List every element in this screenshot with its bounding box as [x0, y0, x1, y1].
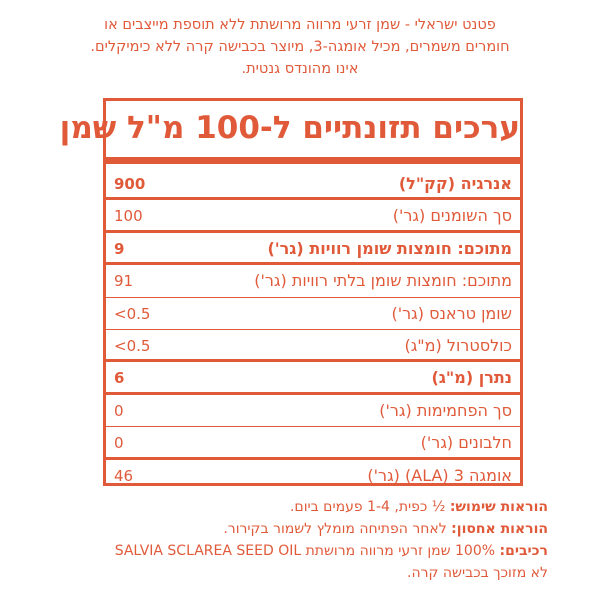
nutrient-value: 46 [114, 466, 134, 485]
table-row [106, 427, 520, 459]
nutrient-value: <0.5 [114, 336, 151, 355]
table-row [106, 395, 520, 427]
ingredients-line-2: לא מזוכך בכבישה קרה. [407, 565, 548, 581]
table-row [106, 168, 520, 200]
ingredients-text: 100% שמן זרעי מרווה מרושתת SALVIA SCLAREA SEED OIL [114, 543, 496, 559]
description-line-3: אינו מהונדס גנטית. [241, 61, 359, 77]
nutrition-table-title: ערכים תזונתיים ל-100 מ"ל שמן [59, 110, 520, 146]
ingredients-label: רכיבים: [499, 543, 548, 559]
table-row [106, 460, 520, 492]
nutrient-value: 0 [114, 434, 124, 453]
nutrition-facts-table [59, 98, 523, 486]
nutrient-value: 91 [114, 272, 134, 291]
table-row [106, 330, 520, 362]
nutrient-value: 0 [114, 401, 124, 420]
nutrient-name: אומגה 3 (ALA) (גר') [367, 465, 512, 485]
nutrient-name: נתרן (מ"ג) [431, 368, 512, 388]
storage-text: לאחר הפתיחה מומלץ לשמור בקירור. [223, 521, 447, 537]
title-divider [106, 157, 520, 164]
nutrition-rows [106, 168, 520, 492]
nutrient-name: שומן טראנס (גר') [391, 303, 512, 323]
table-row [106, 362, 520, 394]
nutrient-name: סך השומנים (גר') [392, 206, 512, 226]
product-description [50, 14, 550, 80]
description-line-1: פטנט ישראלי - שמן זרעי מרווה מרושתת ללא תוספת מייצבים או [104, 17, 496, 33]
nutrient-name: חלבונים (גר') [420, 433, 512, 453]
description-line-2: חומרים משמרים, מכיל אומגה-3, מיוצר בכבישה קרה ללא כימיקלים. [90, 39, 510, 55]
ingredients-line [60, 540, 548, 562]
nutrient-value: 9 [114, 239, 125, 258]
nutrient-name: מתוכם: חומצות שומן רוויות (גר') [267, 238, 512, 258]
nutrient-value: <0.5 [114, 304, 151, 323]
nutrient-value: 100 [114, 207, 143, 226]
usage-text: ½ כפית, 1-4 פעמים ביום. [289, 499, 446, 515]
storage-label: הוראות אחסון: [451, 521, 548, 537]
table-row [106, 265, 520, 297]
storage-line [60, 518, 548, 540]
nutrient-value: 900 [114, 175, 146, 193]
table-row [106, 298, 520, 330]
nutrient-name: סך הפחמימות (גר') [379, 400, 512, 420]
table-row [106, 233, 520, 265]
usage-line [60, 496, 548, 518]
table-row [106, 200, 520, 232]
nutrient-name: מתוכם: חומצות שומן בלתי רוויות (גר') [254, 271, 512, 291]
nutrient-name: כולסטרול (מ"ג) [404, 335, 512, 355]
nutrient-name: אנרגיה (קק"ל) [398, 174, 512, 193]
usage-label: הוראות שימוש: [449, 499, 548, 515]
nutrient-value: 6 [114, 369, 125, 388]
usage-instructions [60, 496, 548, 584]
